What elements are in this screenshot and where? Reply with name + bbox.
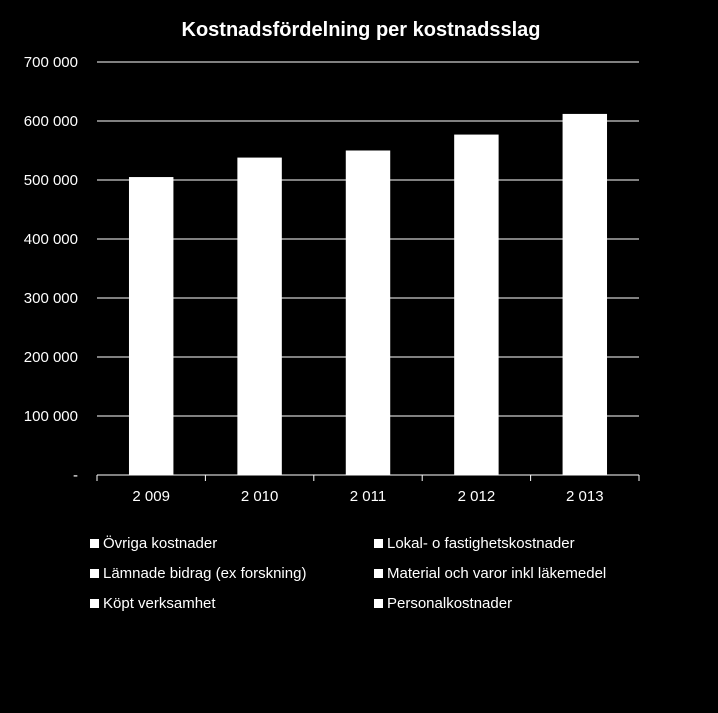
legend-label: Köpt verksamhet: [103, 595, 216, 612]
legend-label: Personalkostnader: [387, 595, 513, 612]
legend-label: Övriga kostnader: [103, 535, 218, 552]
axes: [97, 475, 639, 481]
y-axis-ticks: [24, 54, 78, 484]
y-tick-label: 700 000: [23, 54, 78, 71]
bar: [237, 158, 281, 475]
legend-item: [374, 565, 606, 582]
legend-item: [90, 595, 216, 612]
bar: [346, 151, 390, 476]
chart-title: Kostnadsfördelning per kostnadsslag: [181, 19, 541, 41]
legend-swatch: [90, 539, 99, 548]
legend-swatch: [90, 569, 99, 578]
x-tick-label: 2 010: [240, 488, 279, 505]
legend-swatch: [374, 599, 383, 608]
bar: [129, 177, 173, 475]
legend-item: [374, 595, 512, 612]
legend-swatch: [374, 539, 383, 548]
y-tick-label: 200 000: [23, 349, 78, 366]
x-tick-label: 2 012: [457, 488, 496, 505]
bars: [129, 114, 607, 475]
y-tick-label: 500 000: [23, 172, 78, 189]
x-tick-label: 2 011: [349, 488, 387, 505]
y-tick-label: 300 000: [23, 290, 78, 307]
x-tick-label: 2 009: [132, 488, 170, 505]
y-tick-label: 600 000: [23, 113, 78, 130]
x-axis-ticks: [132, 488, 603, 505]
legend-item: [374, 535, 575, 552]
bar: [454, 135, 498, 475]
legend-label: Lokal- o fastighetskostnader: [387, 535, 575, 552]
y-tick-label: 400 000: [23, 231, 78, 248]
legend-label: Material och varor inkl läkemedel: [387, 565, 607, 582]
legend-label: Lämnade bidrag (ex forskning): [103, 565, 307, 582]
y-tick-label: -: [73, 467, 78, 484]
legend-item: [90, 535, 217, 552]
legend-swatch: [374, 569, 383, 578]
x-tick-label: 2 013: [566, 488, 604, 505]
legend-swatch: [90, 599, 99, 608]
legend-item: [90, 565, 306, 582]
bar: [563, 114, 607, 475]
y-tick-label: 100 000: [23, 408, 78, 425]
